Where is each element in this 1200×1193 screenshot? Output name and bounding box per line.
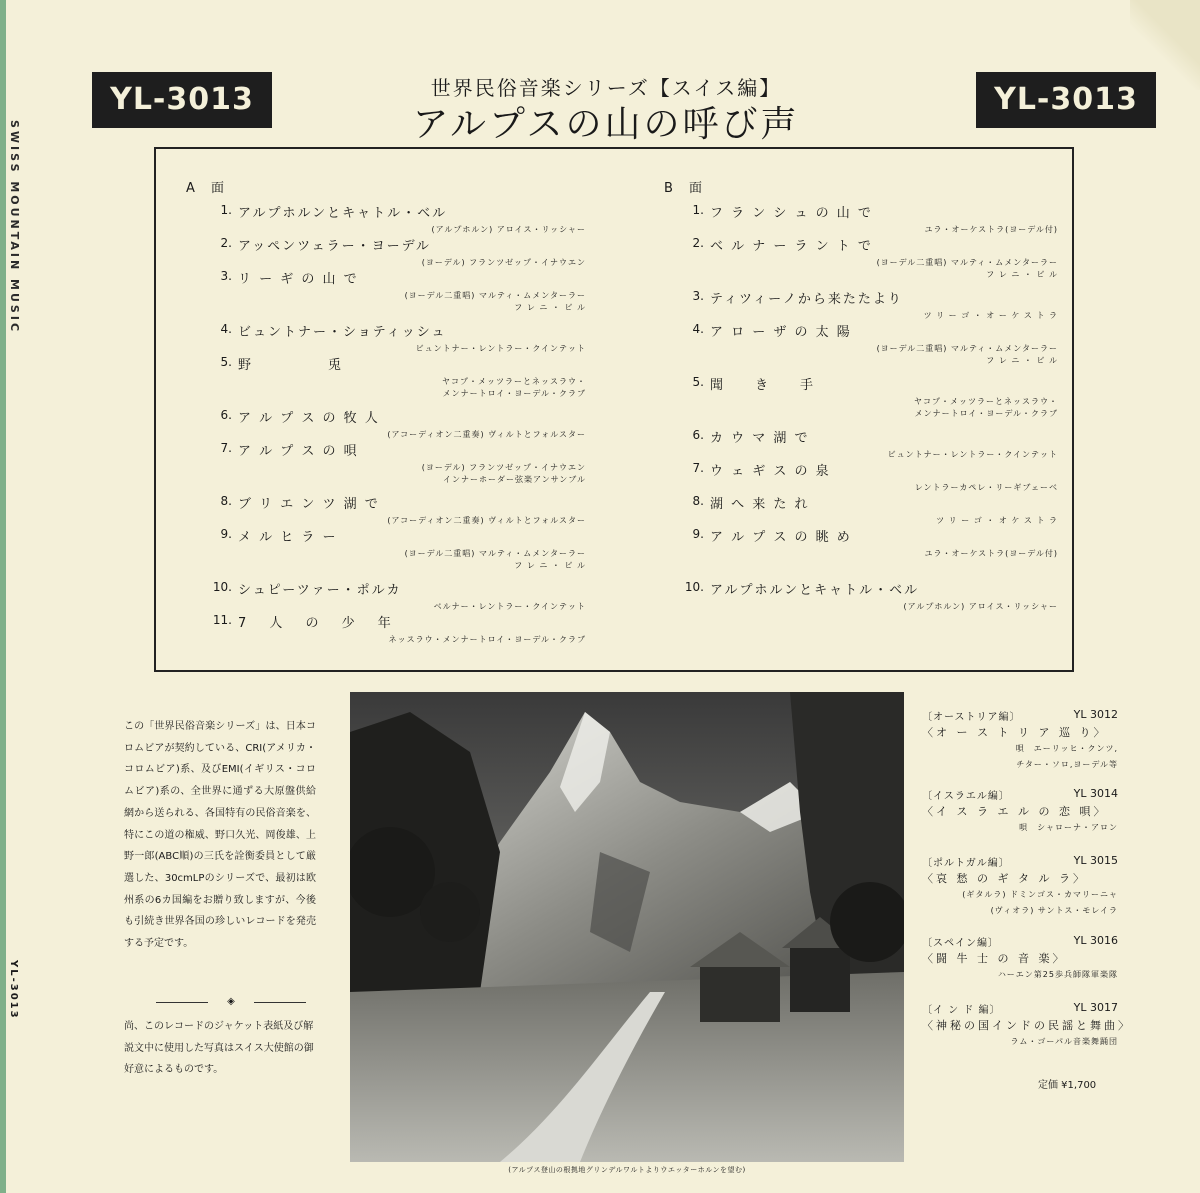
track-title: ア ル プ ス の 眺 め <box>710 530 852 545</box>
track-artist: (ヨーデル二重唱) マルティ・ムメンターラー <box>876 344 1058 353</box>
track-number: 6. <box>220 408 232 422</box>
catalog-region: 〔スペイン編〕 <box>922 938 999 949</box>
track-number: 7. <box>220 441 232 455</box>
track-artist: ユラ・オーケストラ(ヨーデル付) <box>924 549 1058 558</box>
catalog-region: 〔ポルトガル編〕 <box>922 858 1010 869</box>
side-b-heading: B 面 <box>664 181 709 196</box>
track-artist: ネッスラウ・メンナートロイ・ヨーデル・クラブ <box>388 635 586 644</box>
track-number: 8. <box>220 494 232 508</box>
track-artist: ヤコプ・メッツラーとネッスラウ・ <box>442 377 586 386</box>
track-artist: ユラ・オーケストラ(ヨーデル付) <box>924 225 1058 234</box>
track-artist: ヤコプ・メッツラーとネッスラウ・ <box>914 397 1058 406</box>
photo-credit-note: 尚、このレコードのジャケット表紙及び解説文中に使用した写真はスイス大使館の御好意によるものです。 <box>124 1021 314 1076</box>
track-artist: (ヨーデル) フランツゼップ・イナウエン <box>421 463 586 472</box>
track-title: 聞 き 手 <box>710 378 816 393</box>
catalog-region: 〔オーストリア編〕 <box>922 712 1021 723</box>
track-artist-line2: フ レ ニ ・ ビ ル <box>514 561 586 570</box>
catalog-performer: 唄 シャローナ・アロン <box>1019 823 1118 832</box>
track-artist-line2: フ レ ニ ・ ビ ル <box>986 356 1058 365</box>
catalog-code: YL 3012 <box>1073 708 1118 721</box>
track-title: ビュントナー・ショティッシュ <box>238 325 447 340</box>
track-artist-line2: インナーホーダー弦楽アンサンブル <box>443 475 586 484</box>
track-title: ブ リ エ ン ツ 湖 で <box>238 497 380 512</box>
track-number: 1. <box>692 203 704 217</box>
track-artist: ビュントナー・レントラー・クインテット <box>415 344 586 353</box>
track-title: ウ ェ ギ ス の 泉 <box>710 464 831 479</box>
catalog-code: YL 3016 <box>1073 934 1118 947</box>
track-number: 10. <box>684 580 704 594</box>
album-title: アルプスの山の呼び声 <box>412 104 800 145</box>
track-number: 5. <box>692 375 704 389</box>
track-number: 6. <box>692 428 704 442</box>
catalog-title: 〈神秘の国インドの民謡と舞曲〉 <box>922 1019 1132 1032</box>
track-artist-line2: フ レ ニ ・ ビ ル <box>514 303 586 312</box>
track-title: ティツィーノから来たたより <box>710 292 903 307</box>
track-number: 3. <box>692 289 704 303</box>
notes-divider <box>156 996 306 1010</box>
track-artist: (アルプホルン) アロイス・リッシャー <box>903 602 1058 611</box>
catalog-title: 〈哀 愁 の ギ タ ル ラ〉 <box>922 872 1087 885</box>
catalog-performer: (ギタルラ) ドミンゴス・カマリーニャ <box>962 890 1118 899</box>
catalog-code-left: YL-3013 <box>92 72 272 128</box>
track-title: 7 人 の 少 年 <box>238 616 393 631</box>
track-number: 7. <box>692 461 704 475</box>
track-title: アルプホルンとキャトル・ベル <box>710 583 920 598</box>
catalog-performer: ラム・ゴーパル音楽舞踊団 <box>1010 1037 1118 1046</box>
track-title: リ ー ギ の 山 で <box>238 272 359 287</box>
catalog-title: 〈オ ー ス ト リ ア 巡 り〉 <box>922 726 1108 739</box>
spine-code: YL-3013 <box>8 960 19 1020</box>
track-title: ア ル プ ス の 牧 人 <box>238 411 380 426</box>
track-title: ベ ル ナ ー ラ ン ト で <box>710 239 873 254</box>
catalog-code: YL 3014 <box>1073 787 1118 800</box>
track-artist: (ヨーデル) フランツゼップ・イナウエン <box>421 258 586 267</box>
track-number: 4. <box>220 322 232 336</box>
track-number: 8. <box>692 494 704 508</box>
track-title: ア ル プ ス の 唄 <box>238 444 359 459</box>
track-number: 1. <box>220 203 232 217</box>
catalog-performer: 唄 エーリッヒ・クンツ, <box>1015 744 1118 753</box>
track-artist: (アコーディオン二重奏) ヴィルトとフォルスター <box>387 430 586 439</box>
track-number: 9. <box>692 527 704 541</box>
divider-ornament-icon: ◈ <box>227 996 235 1007</box>
alps-photo <box>350 692 904 1162</box>
catalog-code-right: YL-3013 <box>976 72 1156 128</box>
track-artist: ツ リ ー ゴ ・ オ ー ケ ス ト ラ <box>923 311 1058 320</box>
track-number: 2. <box>692 236 704 250</box>
track-number: 2. <box>220 236 232 250</box>
track-artist-line2: メンナートロイ・ヨーデル・クラブ <box>914 409 1058 418</box>
track-number: 4. <box>692 322 704 336</box>
catalog-performer-line2: (ヴィオラ) サントス・モレイラ <box>990 906 1118 915</box>
track-artist: (ヨーデル二重唱) マルティ・ムメンターラー <box>876 258 1058 267</box>
track-artist-line2: フ レ ニ ・ ビ ル <box>986 270 1058 279</box>
series-notes: この「世界民俗音楽シリーズ」は、日本コロムビアが契約している、CRI(アメリカ・コロムビア)系、及びEMI(イギリス・コロムビア)系の、全世界に通ずる大原盤供給網から送られる、各国特有の民俗音楽を、特にこの道の権威、野口久光、岡俊雄、上野一郎(ABC順)の三氏を詮衡委員として厳選した、30cmLPのシリーズで、最初は欧州系の6カ国編をお贈り致しますが、今後も引続き世界各国の珍しいレコードを発売する予定です。 <box>124 721 316 950</box>
catalog-region: 〔イスラエル編〕 <box>922 791 1010 802</box>
series-title: 世界民俗音楽シリーズ【スイス編】 <box>430 76 782 100</box>
track-artist-line2: メンナートロイ・ヨーデル・クラブ <box>442 389 586 398</box>
catalog-code: YL 3017 <box>1073 1001 1118 1014</box>
track-title: 湖 へ 来 た れ <box>710 497 810 512</box>
track-number: 5. <box>220 355 232 369</box>
price-label: 定価 ¥1,700 <box>1038 1080 1097 1091</box>
catalog-title: 〈イ ス ラ エ ル の 恋 唄〉 <box>922 805 1108 818</box>
track-title: フ ラ ン シ ュ の 山 で <box>710 206 873 221</box>
track-artist: レントラーカペレ・リーギブェーベ <box>914 483 1058 492</box>
catalog-region: 〔イ ン ド 編〕 <box>922 1005 1001 1016</box>
photo-caption: (アルプス登山の根拠地グリンデルワルトよりウエッターホルンを望む) <box>508 1166 746 1174</box>
catalog-performer-line2: チター・ソロ,ヨーデル等 <box>1016 760 1118 769</box>
track-number: 3. <box>220 269 232 283</box>
catalog-title: 〈闘 牛 士 の 音 楽〉 <box>922 952 1067 965</box>
track-title: メ ル ヒ ラ ー <box>238 530 338 545</box>
track-title: ア ロ ー ザ の 太 陽 <box>710 325 852 340</box>
catalog-performer: ハーエン第25歩兵師隊軍楽隊 <box>997 970 1118 979</box>
track-artist: (アコーディオン二重奏) ヴィルトとフォルスター <box>387 516 586 525</box>
track-artist: ツ リ ー ゴ ・ オ ケ ス ト ラ <box>936 516 1058 525</box>
tracklist-box <box>154 147 1074 672</box>
track-title: アルプホルンとキャトル・ベル <box>238 206 448 221</box>
track-artist: ベルナー・レントラー・クインテット <box>433 602 586 611</box>
track-number: 10. <box>212 580 232 594</box>
track-artist: (ヨーデル二重唱) マルティ・ムメンターラー <box>404 549 586 558</box>
track-title: 野 兎 <box>238 358 344 373</box>
track-number: 11. <box>212 613 232 627</box>
catalog-code: YL 3015 <box>1073 854 1118 867</box>
track-artist: (ヨーデル二重唱) マルティ・ムメンターラー <box>404 291 586 300</box>
side-a-heading: A 面 <box>186 181 231 196</box>
track-artist: ビュントナー・レントラー・クインテット <box>887 450 1058 459</box>
track-title: シュピーツァー・ポルカ <box>238 583 402 598</box>
spine-title: SWISS MOUNTAIN MUSIC <box>8 120 21 335</box>
track-artist: (アルプホルン) アロイス・リッシャー <box>431 225 586 234</box>
track-title: カ ウ マ 湖 で <box>710 431 810 446</box>
mountain-photo-image <box>350 692 904 1162</box>
track-number: 9. <box>220 527 232 541</box>
track-title: アッペンツェラー・ヨーデル <box>238 239 431 254</box>
